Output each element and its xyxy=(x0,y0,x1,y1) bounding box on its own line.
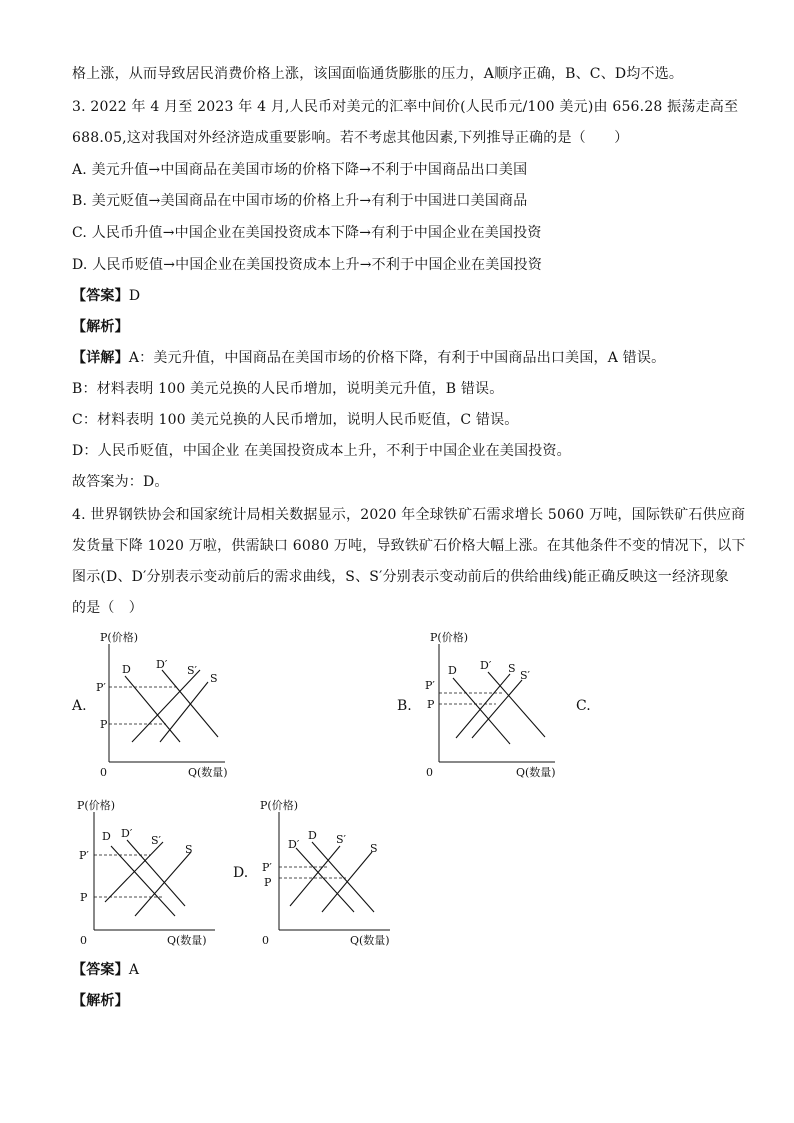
graph-c-p: P xyxy=(80,891,88,904)
question-3-detail-3: C：材料表明 100 美元兑换的人民币增加，说明人民币贬值，C 错误。 xyxy=(72,412,519,428)
graph-option-d-label: D. xyxy=(233,865,249,881)
graph-c-p-axis-label: P(价格) xyxy=(77,799,115,812)
answer-value: D xyxy=(128,288,141,304)
graph-c-s-prime: S′ xyxy=(151,834,162,847)
question-3-option-b: B. 美元贬值→美国商品在中国市场的价格上升→有利于中国进口美国商品 xyxy=(72,193,528,209)
graph-option-c-label: C. xyxy=(576,698,591,714)
graph-option-a-label: A. xyxy=(72,698,87,714)
graph-a-s: S xyxy=(210,672,218,685)
question-4-answer xyxy=(72,960,139,980)
question-4-stem: 4. 世界钢铁协会和国家统计局相关数据显示，2020 年全球铁矿石需求增长 5060 万吨，国际铁矿石供应商 xyxy=(72,507,746,523)
detail-tag: 【详解】 xyxy=(72,350,129,366)
question-4-stem-3: 图示(D、D′分别表示变动前后的需求曲线，S、S′分别表示变动前后的供给曲线)能正确反映这一经济现象 xyxy=(72,569,729,585)
answer-value: A xyxy=(128,962,140,978)
graph-a-p-prime: P′ xyxy=(96,681,106,694)
graph-d-origin: 0 xyxy=(262,934,269,947)
answer-tag: 【答案】 xyxy=(72,962,129,978)
graph-option-b-label: B. xyxy=(397,698,412,714)
question-3-detail-1 xyxy=(72,348,665,368)
graph-d-supply-s-prime xyxy=(290,846,340,906)
graph-d-d-prime: D′ xyxy=(288,838,300,851)
graph-c-s: S xyxy=(185,843,193,856)
text-line-1: 格上涨，从而导致居民消费价格上涨，该国面临通货膨胀的压力，A顺序正确，B、C、D均不选。 xyxy=(72,66,684,82)
graph-b-p: P xyxy=(427,698,435,711)
question-3-option-c: C. 人民币升值→中国企业在美国投资成本下降→有利于中国企业在美国投资 xyxy=(72,225,542,241)
graph-d-p-axis-label: P(价格) xyxy=(260,799,298,812)
graph-b-origin: 0 xyxy=(426,766,433,779)
graph-a-p-axis-label: P(价格) xyxy=(100,631,138,644)
graph-a-d: D xyxy=(122,663,131,676)
graph-a-q-axis-label: Q(数量) xyxy=(188,766,228,779)
graph-d-d: D xyxy=(308,829,317,842)
question-4-analysis-tag: 【解析】 xyxy=(72,993,129,1009)
graph-c-origin: 0 xyxy=(80,934,87,947)
graph-d-demand-d xyxy=(312,842,374,912)
question-3-analysis-tag: 【解析】 xyxy=(72,319,129,335)
graph-a-p: P xyxy=(100,718,108,731)
graph-c-d: D xyxy=(102,830,111,843)
graph-b-d-prime: D′ xyxy=(480,659,492,672)
graph-a-d-prime: D′ xyxy=(156,658,168,671)
question-4-stem-2: 发货量下降 1020 万啦，供需缺口 6080 万吨，导致铁矿石价格大幅上涨。在其他条件不变的情况下，以下 xyxy=(72,538,746,554)
question-3-conclusion: 故答案为：D。 xyxy=(72,474,169,490)
graph-a-s-prime: S′ xyxy=(187,664,198,677)
question-3-option-d: D. 人民币贬值→中国企业在美国投资成本上升→不利于中国企业在美国投资 xyxy=(72,257,543,273)
graph-a xyxy=(80,626,260,786)
question-3-detail-4: D：人民币贬值，中国企业 在美国投资成本上升，不利于中国企业在美国投资。 xyxy=(72,443,571,459)
graph-d-s-prime: S′ xyxy=(336,833,347,846)
question-4-stem-4: 的是（ ） xyxy=(72,600,143,616)
graph-a-origin: 0 xyxy=(100,766,107,779)
graph-b-p-axis-label: P(价格) xyxy=(430,631,468,644)
graph-b-supply-s xyxy=(456,674,510,738)
graph-d-s: S xyxy=(370,842,378,855)
graph-d-p-prime: P′ xyxy=(262,861,272,874)
question-3-detail-2: B：材料表明 100 美元兑换的人民币增加，说明美元升值，B 错误。 xyxy=(72,381,504,397)
graph-c xyxy=(65,794,245,954)
graph-a-supply-s-prime xyxy=(132,670,200,742)
graph-d-p: P xyxy=(264,876,272,889)
graph-c-q-axis-label: Q(数量) xyxy=(167,934,207,947)
graph-a-supply-s xyxy=(160,682,208,742)
question-3-stem-cont: 688.05,这对我国对外经济造成重要影响。若不考虑其他因素,下列推导正确的是（ ） xyxy=(72,130,629,146)
question-3-stem: 3. 2022 年 4 月至 2023 年 4 月,人民币对美元的汇率中间价(人民币元/100 美元)由 656.28 振荡走高至 xyxy=(72,99,739,115)
graph-b xyxy=(410,626,590,786)
answer-tag: 【答案】 xyxy=(72,288,129,304)
graph-b-s-prime: S′ xyxy=(520,669,531,682)
graph-b-d: D xyxy=(448,664,457,677)
graph-c-d-prime: D′ xyxy=(121,827,133,840)
detail-text: A：美元升值，中国商品在美国市场的价格下降，有利于中国商品出口美国，A 错误。 xyxy=(128,350,666,366)
question-3-option-a: A. 美元升值→中国商品在美国市场的价格下降→不利于中国商品出口美国 xyxy=(72,162,528,178)
graph-a-demand-d xyxy=(125,676,180,742)
graph-d-q-axis-label: Q(数量) xyxy=(350,934,390,947)
question-3-answer xyxy=(72,286,140,306)
graph-c-p-prime: P′ xyxy=(79,849,89,862)
graph-b-p-prime: P′ xyxy=(425,679,435,692)
graph-b-s: S xyxy=(508,662,516,675)
graph-b-q-axis-label: Q(数量) xyxy=(516,766,556,779)
graph-d xyxy=(250,794,430,954)
graph-b-demand-d-prime xyxy=(488,672,545,737)
